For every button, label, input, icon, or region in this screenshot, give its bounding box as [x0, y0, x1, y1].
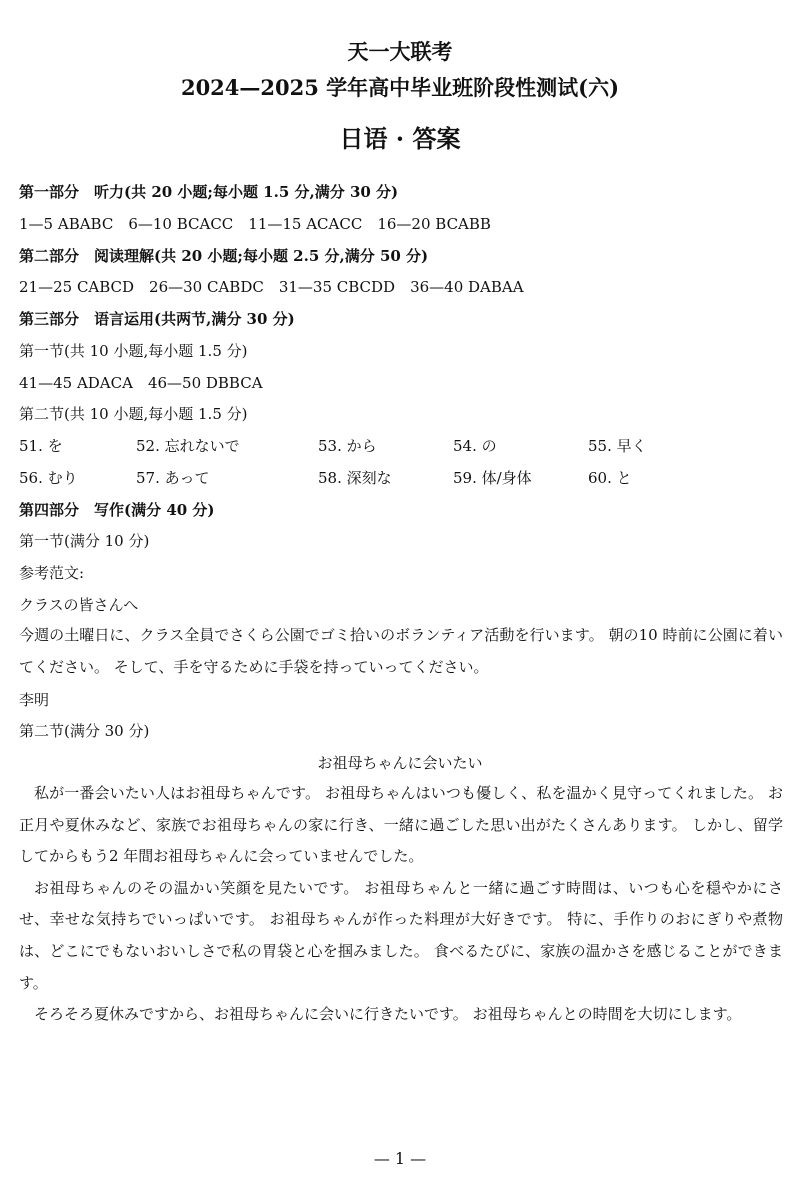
part3-section1-heading: 第一节(共 10 小题,每小题 1.5 分) [19, 342, 248, 360]
fill-answer-54: 54. の [453, 437, 497, 455]
part3-section1-answers: 41—45 ADACA 46—50 DBBCA [19, 374, 263, 392]
page-number: — 1 — [373, 1149, 427, 1168]
exam-title: 2024—2025 学年高中毕业班阶段性测试(六) [180, 75, 620, 100]
notice-body [19, 620, 783, 683]
fill-answer-56: 56. むり [19, 469, 78, 487]
fill-answer-60: 60. と [588, 469, 632, 487]
fill-answer-55: 55. 早く [588, 437, 647, 455]
part1-heading: 第一部分 听力(共 20 小题;每小题 1.5 分,满分 30 分) [19, 183, 399, 201]
essay-paragraph: そろそろ夏休みですから、お祖母ちゃんに会いに行きたいです。 お祖母ちゃんとの時間を大切にします。 [34, 1005, 742, 1024]
part2-answers: 21—25 CABCD 26—30 CABDC 31—35 CBCDD 36—40 DABAA [19, 278, 524, 296]
essay-body [19, 778, 783, 1031]
essay-title: お祖母ちゃんに会いたい [317, 754, 483, 772]
essay-paragraph: 私が一番会いたい人はお祖母ちゃんです。 お祖母ちゃんはいつも優しく、私を温かく見守ってくれました。 お正月や夏休みなど、家族でお祖母ちゃんの家に行き、一緒に過ごした思い出がたくさんあります。 しかし、留学してからもう2 年間お祖母ちゃんに会っていませんでした。 [19, 784, 783, 866]
fill-answer-59: 59. 体/身体 [453, 469, 532, 487]
org-title: 天一大联考 [347, 39, 453, 64]
fill-answer-53: 53. から [318, 437, 377, 455]
part1-answers: 1—5 ABABC 6—10 BCACC 11—15 ACACC 16—20 BCABB [19, 215, 491, 233]
sample-label: 参考范文: [19, 564, 85, 582]
essay-paragraph: お祖母ちゃんのその温かい笑顔を見たいです。 お祖母ちゃんと一緒に過ごす時間は、いつも心を穏やかにさせ、幸せな気持ちでいっぱいです。 お祖母ちゃんが作った料理が大好きです。 特に、手作りのおにぎりや煮物は、どこにでもないおいしさで私の胃袋と心を掴みました。 食べるたびに、家族の温かさを感じることができます。 [19, 878, 783, 992]
part2-heading: 第二部分 阅读理解(共 20 小题;每小题 2.5 分,满分 50 分) [19, 247, 429, 265]
part4-heading: 第四部分 写作(满分 40 分) [19, 501, 215, 519]
part3-section2-heading: 第二节(共 10 小题,每小题 1.5 分) [19, 405, 248, 423]
part4-section2-heading: 第二节(满分 30 分) [19, 722, 150, 740]
fill-answer-57: 57. あって [136, 469, 210, 487]
notice-addressee: クラスの皆さんへ [19, 596, 139, 614]
notice-body-text: 今週の土曜日に、クラス全員でさくら公園でゴミ拾いのボランティア活動を行います。 朝の10 時前に公園に着いてください。 そして、手を守るために手袋を持っていってください。 [19, 626, 783, 676]
part4-section1-heading: 第一节(满分 10 分) [19, 532, 150, 550]
notice-signature: 李明 [19, 691, 50, 709]
part3-heading: 第三部分 语言运用(共两节,满分 30 分) [19, 310, 295, 328]
subject-title: 日语 · 答案 [339, 124, 461, 153]
fill-answer-51: 51. を [19, 437, 63, 455]
fill-answer-58: 58. 深刻な [318, 469, 392, 487]
fill-answer-52: 52. 忘れないで [136, 437, 240, 455]
